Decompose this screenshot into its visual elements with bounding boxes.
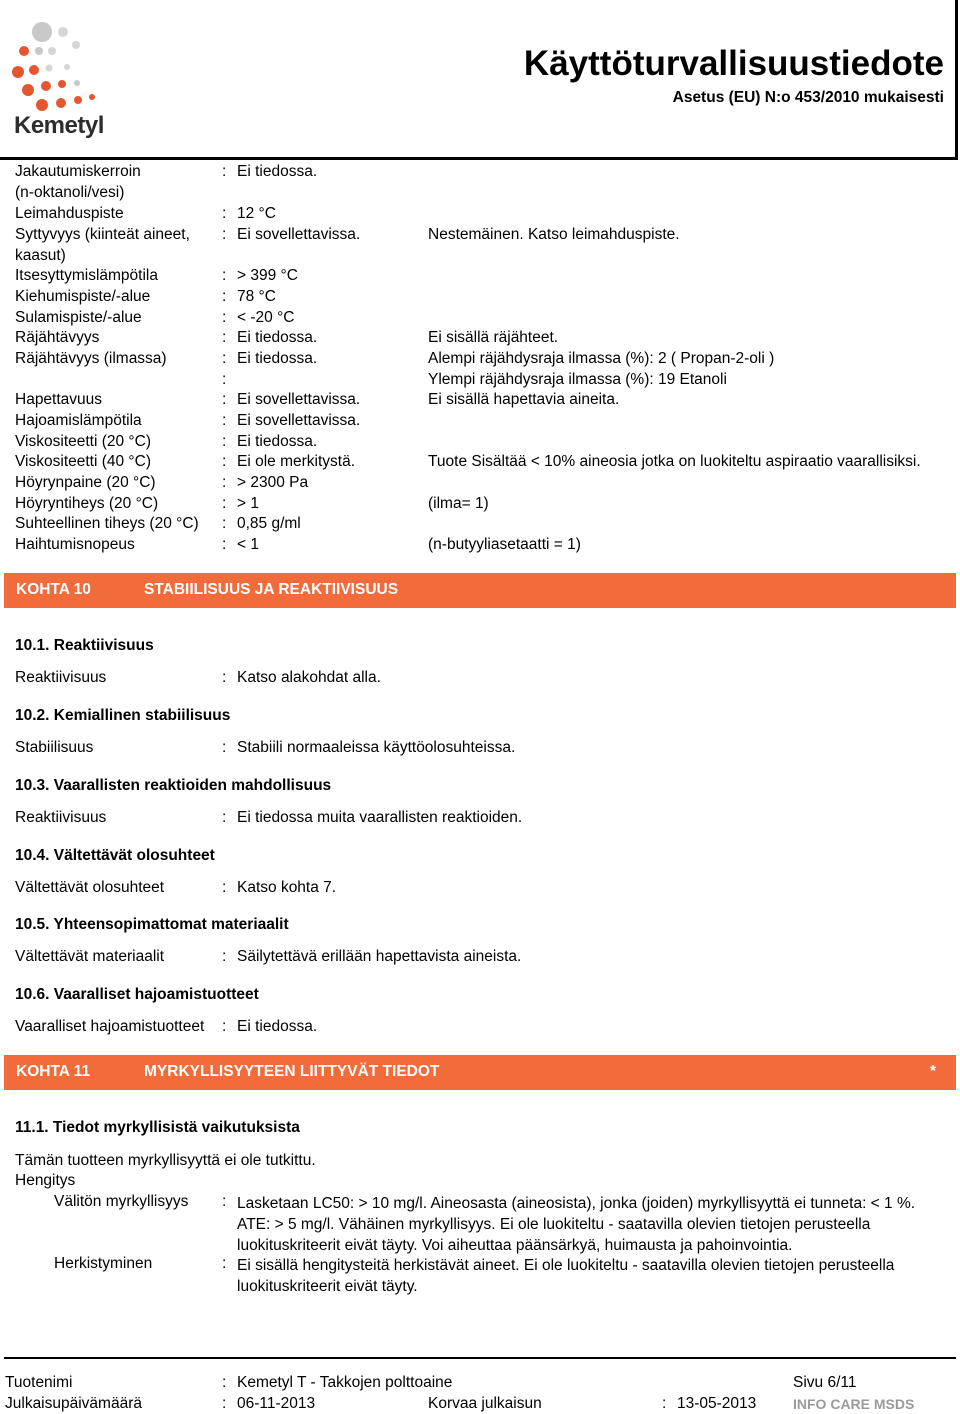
property-note: Alempi räjähdysraja ilmassa (%): 2 ( Propan-2-oli ) <box>428 350 775 367</box>
property-colon: : <box>222 205 227 222</box>
property-value: Ei ole merkitystä. <box>237 453 356 470</box>
property-value: > 399 °C <box>237 267 298 284</box>
footer-revision-value: 13-05-2013 <box>677 1395 757 1412</box>
property-value: Ei tiedossa. <box>237 329 318 346</box>
subsection-heading: 10.2. Kemiallinen stabiilisuus <box>15 707 231 724</box>
property-colon: : <box>222 515 227 532</box>
property-value: Ei sovellettavissa. <box>237 391 361 408</box>
footer-page-number: Sivu 6/11 <box>793 1374 857 1391</box>
property-note: (n-butyyliasetaatti = 1) <box>428 536 581 553</box>
section-10-header <box>4 573 956 608</box>
property-value: < -20 °C <box>237 309 295 326</box>
property-note: Tuote Sisältää < 10% aineosia jotka on luokiteltu aspiraatio vaarallisiksi. <box>428 453 921 470</box>
revision-marker: * <box>930 1063 937 1080</box>
property-value: 12 °C <box>237 205 276 222</box>
section-number: KOHTA 10 <box>16 581 91 598</box>
footer-date-value: 06-11-2013 <box>237 1395 316 1412</box>
subsection-heading: 10.5. Yhteensopimattomat materiaalit <box>15 916 289 933</box>
property-value: Ei sovellettavissa. <box>237 226 361 243</box>
field-label: Reaktiivisuus <box>15 669 107 686</box>
field-value: Säilytettävä erillään hapettavista aineista. <box>237 948 522 965</box>
footer-colon: : <box>222 1374 227 1391</box>
header-divider <box>0 157 958 160</box>
footer-colon: : <box>662 1395 667 1412</box>
property-label: Syttyvyys (kiinteät aineet, <box>15 226 190 243</box>
field-colon: : <box>222 739 227 756</box>
property-colon: : <box>222 329 227 346</box>
property-colon: : <box>222 226 227 243</box>
property-value: Ei sovellettavissa. <box>237 412 361 429</box>
footer-product-value: Kemetyl T - Takkojen polttoaine <box>237 1374 453 1391</box>
field-colon: : <box>222 1255 227 1272</box>
property-colon: : <box>222 412 227 429</box>
field-value: Ei tiedossa muita vaarallisten reaktioiden. <box>237 809 523 826</box>
subsection-heading: 11.1. Tiedot myrkyllisistä vaikutuksista <box>15 1119 300 1136</box>
property-note: Ylempi räjähdysraja ilmassa (%): 19 Etanoli <box>428 371 727 388</box>
property-value: Ei tiedossa. <box>237 433 318 450</box>
field-colon: : <box>222 1193 227 1210</box>
field-value: Lasketaan LC50: > 10 mg/l. Aineosasta (aineosista), jonka (joiden) myrkyllisyyttä ei tunneta: < 1 %. ATE: > 5 mg/l. Vähäinen myrkyllisyys. Ei ole luokiteltu - saatavilla olevien tietojen perusteella luokituskriteerit eivät täyty. Voi aiheuttaa päänsärkyä, huimausta ja pahoinvointia. <box>237 1195 916 1254</box>
property-label: Leimahduspiste <box>15 205 124 222</box>
property-label: Höyryntiheys (20 °C) <box>15 495 159 512</box>
property-note: (ilma= 1) <box>428 495 489 512</box>
section-11-header <box>4 1055 956 1090</box>
property-value: 78 °C <box>237 288 276 305</box>
property-label: Suhteellinen tiheys (20 °C) <box>15 515 199 532</box>
property-colon: : <box>222 433 227 450</box>
footer-date-label: Julkaisupäivämäärä <box>5 1395 142 1412</box>
property-label: Räjähtävyys (ilmassa) <box>15 350 167 367</box>
field-label: Stabiilisuus <box>15 739 94 756</box>
property-value: < 1 <box>237 536 259 553</box>
property-colon: : <box>222 288 227 305</box>
field-label: Välitön myrkyllisyys <box>54 1193 189 1210</box>
field-colon: : <box>222 879 227 896</box>
property-colon: : <box>222 350 227 367</box>
field-value: Katso kohta 7. <box>237 879 337 896</box>
property-label: Sulamispiste/-alue <box>15 309 142 326</box>
property-label: Haihtumisnopeus <box>15 536 135 553</box>
property-colon: : <box>222 536 227 553</box>
property-value: Ei tiedossa. <box>237 163 318 180</box>
property-label-cont: kaasut) <box>15 247 66 264</box>
property-colon: : <box>222 495 227 512</box>
property-label: Räjähtävyys <box>15 329 100 346</box>
brand-name: Kemetyl <box>14 112 104 139</box>
field-colon: : <box>222 1018 227 1035</box>
property-value: Ei tiedossa. <box>237 350 318 367</box>
property-value: 0,85 g/ml <box>237 515 301 532</box>
section-title: STABIILISUUS JA REAKTIIVISUUS <box>144 581 399 598</box>
subsection-heading: 10.3. Vaarallisten reaktioiden mahdollisuus <box>15 777 332 794</box>
field-colon: : <box>222 669 227 686</box>
footer-divider <box>4 1357 956 1359</box>
property-label: Itsesyttymislämpötila <box>15 267 158 284</box>
field-value: Ei sisällä hengitysteitä herkistävät aineet. Ei ole luokiteltu - saatavilla olevien tietojen perusteella luokituskriteerit eivät täyty. <box>237 1257 895 1295</box>
field-label: Vaaralliset hajoamistuotteet <box>15 1018 205 1035</box>
footer-product-label: Tuotenimi <box>5 1374 73 1391</box>
property-label: Hapettavuus <box>15 391 103 408</box>
field-label: Vältettävät materiaalit <box>15 948 165 965</box>
field-label: Reaktiivisuus <box>15 809 107 826</box>
property-colon: : <box>222 163 227 180</box>
property-value: > 1 <box>237 495 259 512</box>
field-label: Vältettävät olosuhteet <box>15 879 165 896</box>
property-label-cont: (n-oktanoli/vesi) <box>15 184 125 201</box>
subsection-heading: 10.4. Vältettävät olosuhteet <box>15 847 215 864</box>
field-value: Ei tiedossa. <box>237 1018 318 1035</box>
group-label: Hengitys <box>15 1172 76 1189</box>
field-colon: : <box>222 809 227 826</box>
property-note: Nestemäinen. Katso leimahduspiste. <box>428 226 680 243</box>
property-label: Viskositeetti (40 °C) <box>15 453 151 470</box>
subsection-heading: 10.6. Vaaralliset hajoamistuotteet <box>15 986 259 1003</box>
field-value: Stabiili normaaleissa käyttöolosuhteissa. <box>237 739 516 756</box>
property-colon: : <box>222 474 227 491</box>
property-note: Ei sisällä hapettavia aineita. <box>428 391 620 408</box>
document-title: Käyttöturvallisuustiedote <box>523 44 944 83</box>
section-number: KOHTA 11 <box>16 1063 91 1080</box>
subsection-heading: 10.1. Reaktiivisuus <box>15 637 154 654</box>
property-label: Kiehumispiste/-alue <box>15 288 151 305</box>
footer-system-name: INFO CARE MSDS <box>793 1396 915 1412</box>
property-colon: : <box>222 267 227 284</box>
property-colon: : <box>222 371 227 388</box>
property-colon: : <box>222 391 227 408</box>
footer-colon: : <box>222 1395 227 1412</box>
field-value: Katso alakohdat alla. <box>237 669 381 686</box>
document-subtitle: Asetus (EU) N:o 453/2010 mukaisesti <box>672 89 944 106</box>
footer-revision-label: Korvaa julkaisun <box>428 1395 542 1412</box>
section-title: MYRKYLLISYYTEEN LIITTYVÄT TIEDOT <box>144 1063 440 1080</box>
property-label: Hajoamislämpötila <box>15 412 142 429</box>
property-label: Jakautumiskerroin <box>15 163 141 180</box>
property-label: Höyrynpaine (20 °C) <box>15 474 156 491</box>
property-note: Ei sisällä räjähteet. <box>428 329 559 346</box>
field-colon: : <box>222 948 227 965</box>
intro-text: Tämän tuotteen myrkyllisyyttä ei ole tutkittu. <box>15 1152 316 1169</box>
property-colon: : <box>222 453 227 470</box>
property-value: > 2300 Pa <box>237 474 309 491</box>
property-colon: : <box>222 309 227 326</box>
field-label: Herkistyminen <box>54 1255 153 1272</box>
property-label: Viskositeetti (20 °C) <box>15 433 151 450</box>
header-divider-vertical <box>955 0 958 160</box>
